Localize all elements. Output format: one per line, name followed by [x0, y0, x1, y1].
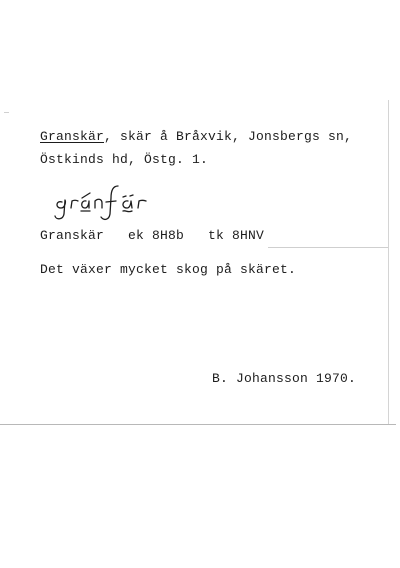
- place-description-line-2: Östkinds hd, Östg. 1.: [40, 152, 209, 167]
- scan-rule: [268, 247, 388, 248]
- place-name: Granskär: [40, 129, 105, 144]
- note-line: Det växer mycket skog på skäret.: [40, 262, 297, 277]
- place-description-line-1: [40, 129, 352, 145]
- scan-tick: [4, 112, 9, 113]
- scan-edge-right: [388, 100, 389, 425]
- place-description-rest: , skär å Bråxvik, Jonsbergs sn,: [104, 129, 353, 144]
- handwritten-pronunciation: [52, 180, 164, 224]
- collector-signature: B. Johansson 1970.: [212, 371, 357, 386]
- map-reference-line: Granskär ek 8H8b tk 8HNV: [40, 228, 265, 243]
- scan-edge-bottom: [0, 424, 396, 425]
